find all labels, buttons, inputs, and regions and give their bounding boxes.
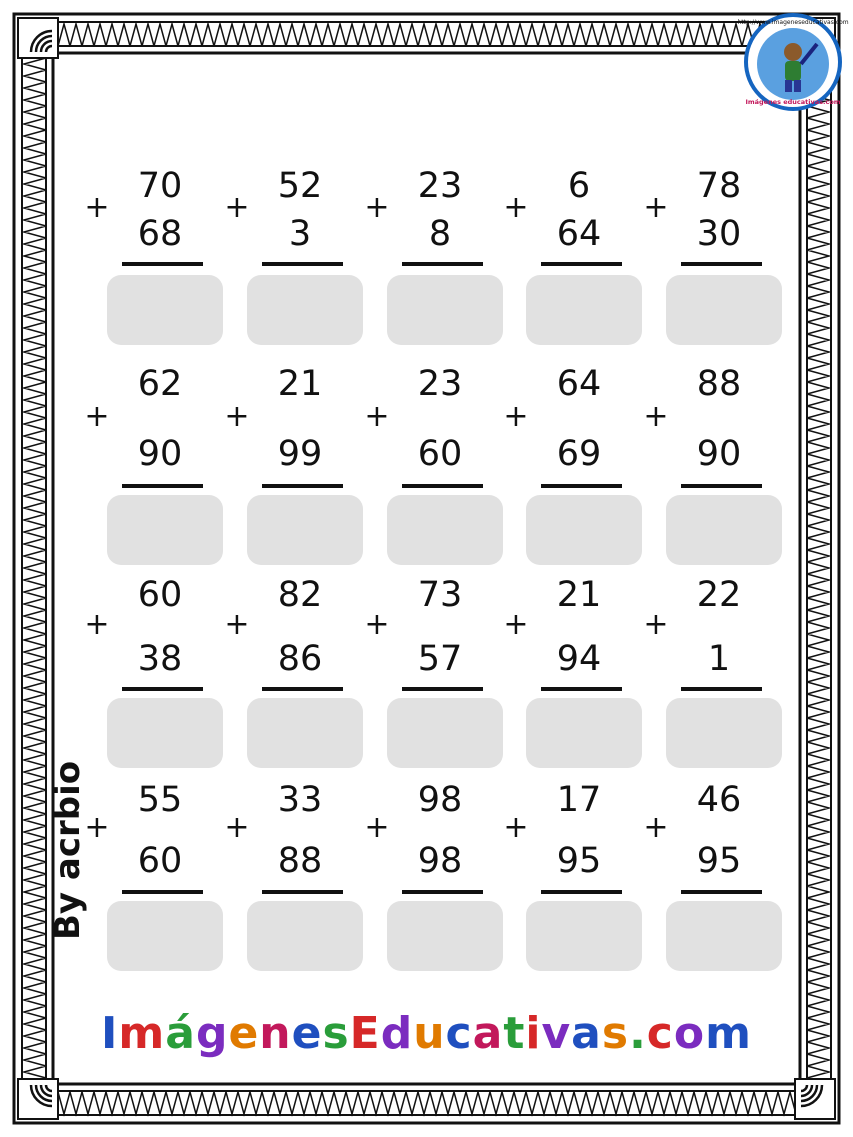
- sum-line: [402, 687, 483, 691]
- addend-bottom: 64: [556, 214, 602, 254]
- addend-bottom: 98: [417, 841, 463, 881]
- footer-brand-letter: e: [291, 1008, 323, 1059]
- addend-bottom: 1: [707, 639, 731, 679]
- addend-bottom: 60: [417, 434, 463, 474]
- addend-top: 70: [137, 166, 183, 206]
- plus-sign: +: [84, 190, 110, 225]
- plus-sign: +: [643, 190, 669, 225]
- plus-sign: +: [643, 399, 669, 434]
- sum-line: [122, 890, 203, 894]
- footer-brand-letter: s: [601, 1008, 630, 1059]
- answer-box[interactable]: [666, 495, 782, 565]
- sum-line: [402, 262, 483, 266]
- addend-top: 17: [556, 780, 602, 820]
- answer-box[interactable]: [107, 275, 223, 345]
- answer-box[interactable]: [387, 495, 503, 565]
- addend-top: 23: [417, 364, 463, 404]
- plus-sign: +: [84, 810, 110, 845]
- plus-sign: +: [364, 190, 390, 225]
- footer-brand-letter: c: [646, 1008, 674, 1059]
- sum-line: [402, 484, 483, 488]
- addend-top: 21: [277, 364, 323, 404]
- answer-box[interactable]: [107, 901, 223, 971]
- answer-box[interactable]: [107, 495, 223, 565]
- footer-brand-letter: o: [673, 1008, 706, 1059]
- answer-box[interactable]: [387, 275, 503, 345]
- addend-bottom: 57: [417, 639, 463, 679]
- addend-bottom: 86: [277, 639, 323, 679]
- answer-box[interactable]: [247, 495, 363, 565]
- sum-line: [122, 262, 203, 266]
- plus-sign: +: [84, 607, 110, 642]
- addend-top: 98: [417, 780, 463, 820]
- footer-brand-letter: I: [101, 1008, 119, 1059]
- addend-top: 62: [137, 364, 183, 404]
- plus-sign: +: [364, 607, 390, 642]
- addend-bottom: 90: [696, 434, 742, 474]
- answer-box[interactable]: [526, 698, 642, 768]
- sum-line: [402, 890, 483, 894]
- sum-line: [541, 484, 622, 488]
- footer-brand-letter: i: [525, 1008, 542, 1059]
- logo-url-text: http://www.imageneseducativas.com: [737, 19, 849, 26]
- addend-top: 78: [696, 166, 742, 206]
- addend-top: 60: [137, 575, 183, 615]
- footer-brand-letter: v: [541, 1008, 572, 1059]
- addend-bottom: 95: [696, 841, 742, 881]
- addend-bottom: 95: [556, 841, 602, 881]
- addend-bottom: 69: [556, 434, 602, 474]
- answer-box[interactable]: [247, 275, 363, 345]
- addend-top: 33: [277, 780, 323, 820]
- sum-line: [541, 687, 622, 691]
- addend-bottom: 60: [137, 841, 183, 881]
- plus-sign: +: [643, 810, 669, 845]
- addend-bottom: 90: [137, 434, 183, 474]
- sum-line: [681, 484, 762, 488]
- sum-line: [541, 890, 622, 894]
- answer-box[interactable]: [526, 901, 642, 971]
- plus-sign: +: [503, 399, 529, 434]
- plus-sign: +: [643, 607, 669, 642]
- plus-sign: +: [224, 607, 250, 642]
- footer-brand-letter: t: [503, 1008, 526, 1059]
- footer-brand-letter: E: [349, 1008, 381, 1059]
- footer-brand-letter: c: [445, 1008, 473, 1059]
- addend-bottom: 99: [277, 434, 323, 474]
- addend-top: 46: [696, 780, 742, 820]
- sum-line: [262, 262, 343, 266]
- plus-sign: +: [224, 399, 250, 434]
- answer-box[interactable]: [666, 698, 782, 768]
- answer-box[interactable]: [526, 275, 642, 345]
- footer-brand-letter: a: [472, 1008, 504, 1059]
- footer-brand: [0, 1008, 853, 1059]
- plus-sign: +: [503, 810, 529, 845]
- addend-top: 73: [417, 575, 463, 615]
- sum-line: [681, 890, 762, 894]
- addend-top: 55: [137, 780, 183, 820]
- footer-brand-letter: g: [195, 1008, 229, 1059]
- logo-brand-text: Imágenes educativas.com: [745, 98, 841, 106]
- addend-bottom: 38: [137, 639, 183, 679]
- addend-top: 6: [567, 166, 591, 206]
- plus-sign: +: [84, 399, 110, 434]
- plus-sign: +: [364, 399, 390, 434]
- addend-bottom: 94: [556, 639, 602, 679]
- plus-sign: +: [224, 810, 250, 845]
- addend-top: 88: [696, 364, 742, 404]
- footer-brand-letter: e: [228, 1008, 260, 1059]
- answer-box[interactable]: [107, 698, 223, 768]
- addend-bottom: 30: [696, 214, 742, 254]
- sum-line: [122, 687, 203, 691]
- plus-sign: +: [503, 190, 529, 225]
- footer-brand-letter: u: [413, 1008, 446, 1059]
- footer-brand-letter: á: [165, 1008, 196, 1059]
- addend-bottom: 68: [137, 214, 183, 254]
- sum-line: [681, 262, 762, 266]
- addend-top: 64: [556, 364, 602, 404]
- footer-brand-letter: m: [705, 1008, 752, 1059]
- sum-line: [262, 484, 343, 488]
- answer-box[interactable]: [387, 901, 503, 971]
- addend-bottom: 3: [288, 214, 312, 254]
- sum-line: [541, 262, 622, 266]
- footer-brand-letter: a: [571, 1008, 602, 1059]
- answer-box[interactable]: [666, 901, 782, 971]
- sum-line: [262, 890, 343, 894]
- plus-sign: +: [364, 810, 390, 845]
- answer-box[interactable]: [666, 275, 782, 345]
- addend-top: 21: [556, 575, 602, 615]
- footer-brand-letter: .: [629, 1008, 647, 1059]
- plus-sign: +: [224, 190, 250, 225]
- answer-box[interactable]: [247, 698, 363, 768]
- sum-line: [262, 687, 343, 691]
- addend-top: 52: [277, 166, 323, 206]
- answer-box[interactable]: [526, 495, 642, 565]
- author-byline: By acrbio: [48, 760, 88, 940]
- addend-bottom: 8: [428, 214, 452, 254]
- footer-brand-letter: d: [380, 1008, 414, 1059]
- addend-top: 22: [696, 575, 742, 615]
- footer-brand-letter: m: [118, 1008, 166, 1059]
- sum-line: [122, 484, 203, 488]
- answer-box[interactable]: [387, 698, 503, 768]
- sum-line: [681, 687, 762, 691]
- footer-brand-letter: s: [322, 1008, 350, 1059]
- footer-brand-letter: n: [259, 1008, 292, 1059]
- logo-badge: [737, 12, 849, 112]
- plus-sign: +: [503, 607, 529, 642]
- addend-top: 82: [277, 575, 323, 615]
- addend-top: 23: [417, 166, 463, 206]
- addend-bottom: 88: [277, 841, 323, 881]
- answer-box[interactable]: [247, 901, 363, 971]
